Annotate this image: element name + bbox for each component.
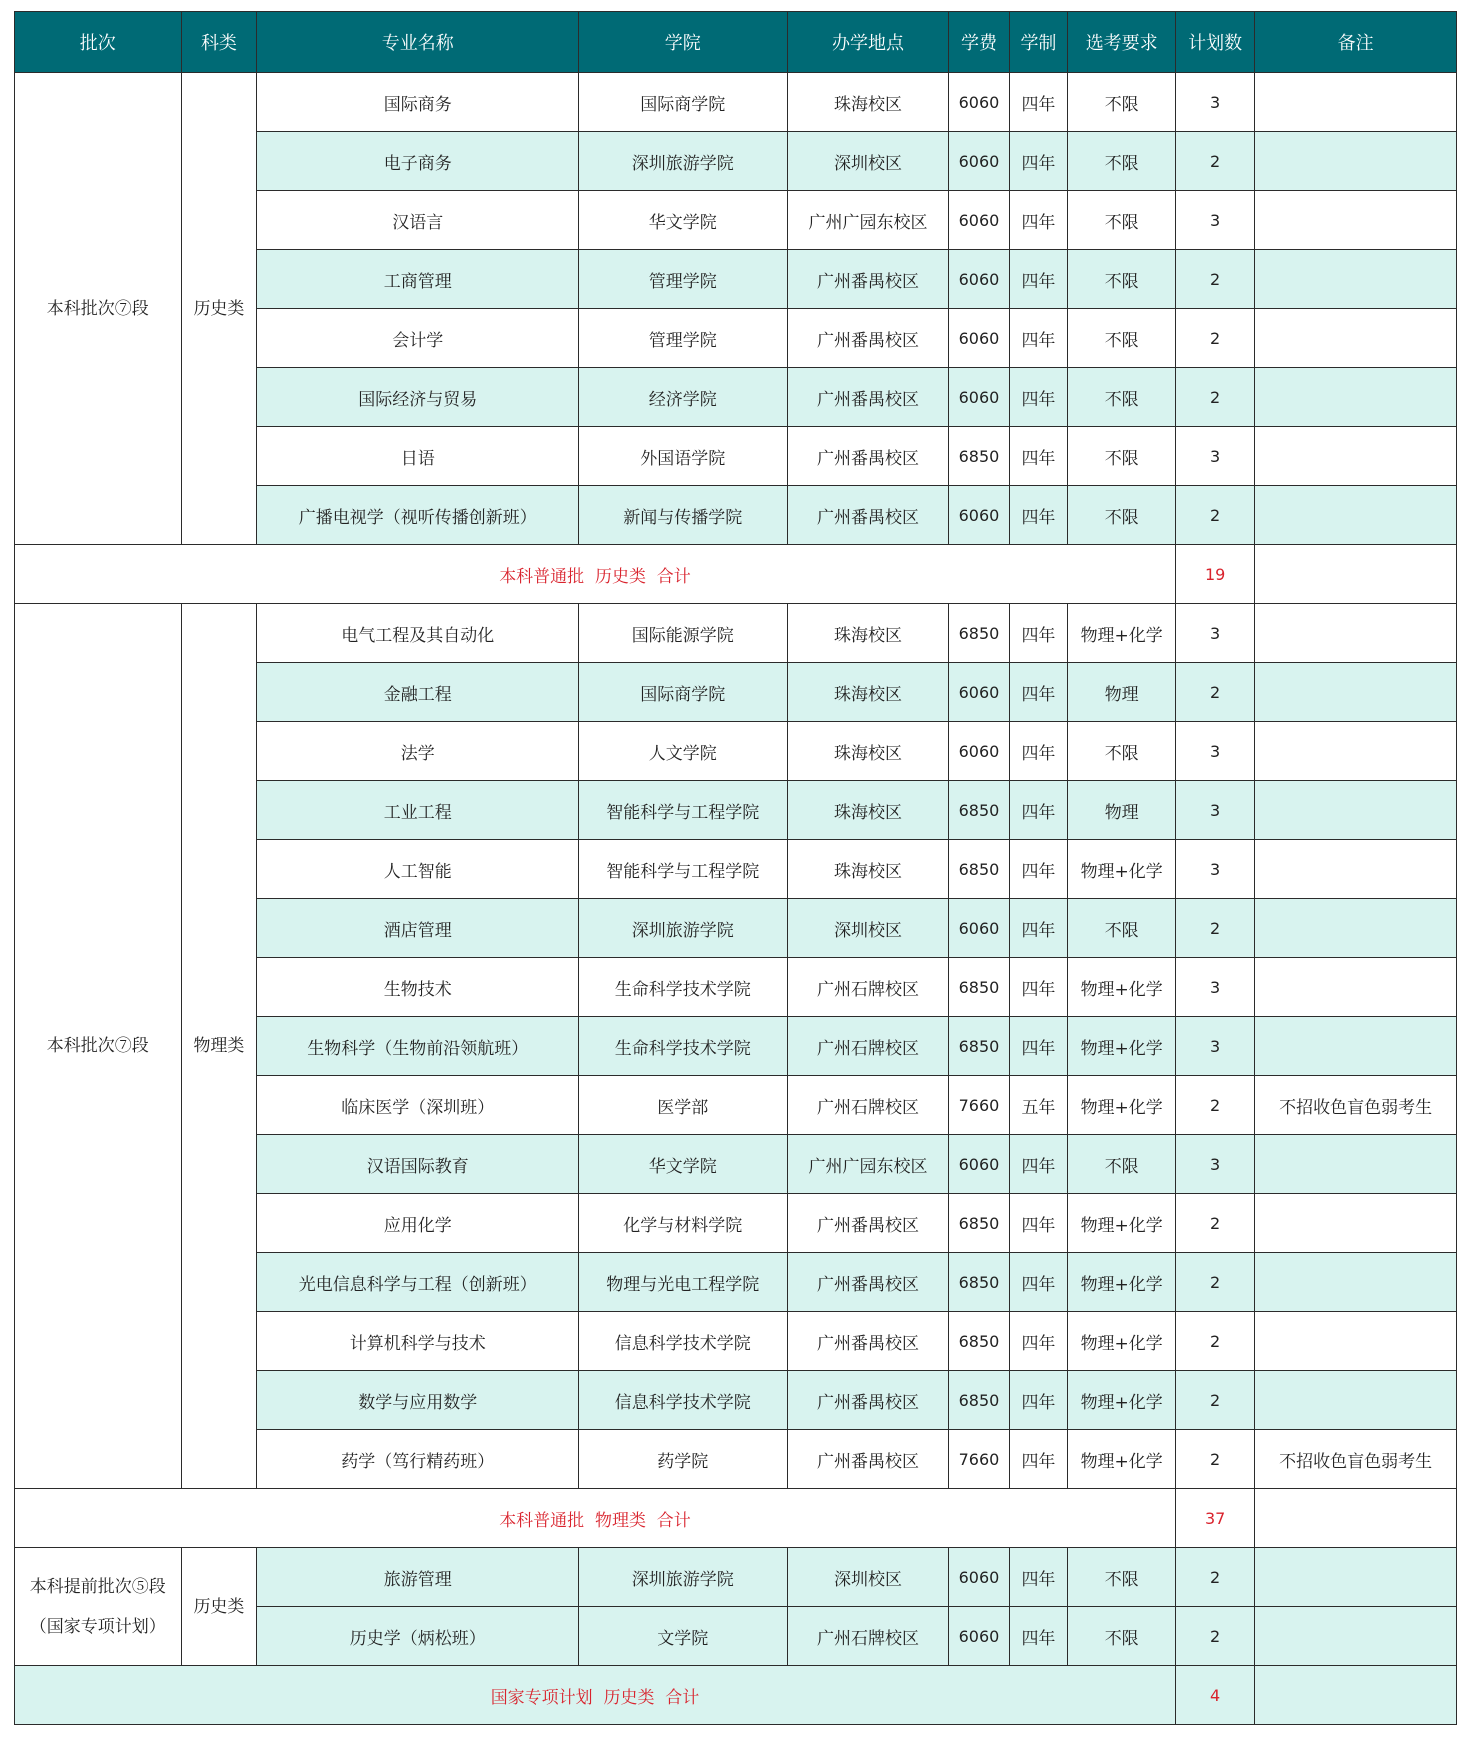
- plan-cell: 2: [1176, 1253, 1255, 1312]
- batch-cell: [15, 73, 182, 545]
- duration-cell: 四年: [1009, 1430, 1068, 1489]
- fee-cell: 6850: [949, 1312, 1009, 1371]
- major-cell: 酒店管理: [257, 899, 579, 958]
- campus-cell: 深圳校区: [787, 132, 949, 191]
- col-header-fee: 学费: [949, 12, 1009, 73]
- header-row: [15, 12, 1457, 73]
- duration-cell: 四年: [1009, 1017, 1068, 1076]
- subject-req-cell: 不限: [1068, 722, 1176, 781]
- duration-cell: 四年: [1009, 663, 1068, 722]
- campus-cell: 广州番禺校区: [787, 1253, 949, 1312]
- note-cell: [1255, 1607, 1457, 1666]
- campus-cell: 珠海校区: [787, 663, 949, 722]
- campus-cell: 广州番禺校区: [787, 1371, 949, 1430]
- plan-cell: 3: [1176, 73, 1255, 132]
- subtotal-note-cell: [1255, 1489, 1457, 1548]
- subject-req-cell: 物理: [1068, 663, 1176, 722]
- plan-cell: 3: [1176, 427, 1255, 486]
- plan-cell: 2: [1176, 368, 1255, 427]
- subject-req-cell: 物理+化学: [1068, 1430, 1176, 1489]
- major-cell: 光电信息科学与工程（创新班）: [257, 1253, 579, 1312]
- note-cell: [1255, 132, 1457, 191]
- plan-cell: 3: [1176, 191, 1255, 250]
- plan-cell: 2: [1176, 132, 1255, 191]
- duration-cell: 四年: [1009, 958, 1068, 1017]
- duration-cell: 四年: [1009, 368, 1068, 427]
- college-cell: 华文学院: [579, 1135, 787, 1194]
- duration-cell: 四年: [1009, 604, 1068, 663]
- fee-cell: 6060: [949, 663, 1009, 722]
- campus-cell: 深圳校区: [787, 899, 949, 958]
- subtotal-label: 本科普通批 历史类 合计: [15, 545, 1176, 604]
- college-cell: 管理学院: [579, 250, 787, 309]
- admissions-plan-table: [14, 11, 1457, 1725]
- fee-cell: 6060: [949, 899, 1009, 958]
- plan-cell: 3: [1176, 781, 1255, 840]
- subject-req-cell: 不限: [1068, 899, 1176, 958]
- campus-cell: 广州番禺校区: [787, 1430, 949, 1489]
- college-cell: 深圳旅游学院: [579, 899, 787, 958]
- fee-cell: 7660: [949, 1076, 1009, 1135]
- batch-line: 本科提前批次⑤段: [29, 1576, 166, 1597]
- duration-cell: 四年: [1009, 1253, 1068, 1312]
- duration-cell: 四年: [1009, 1371, 1068, 1430]
- fee-cell: 6060: [949, 73, 1009, 132]
- major-cell: 国际经济与贸易: [257, 368, 579, 427]
- campus-cell: 深圳校区: [787, 1548, 949, 1607]
- note-cell: [1255, 722, 1457, 781]
- subject-req-cell: 不限: [1068, 1548, 1176, 1607]
- major-cell: 汉语国际教育: [257, 1135, 579, 1194]
- fee-cell: 6060: [949, 486, 1009, 545]
- subtotal-note-cell: [1255, 1666, 1457, 1725]
- college-cell: 新闻与传播学院: [579, 486, 787, 545]
- subtotal-value: 37: [1176, 1489, 1255, 1548]
- note-cell: [1255, 486, 1457, 545]
- subject-req-cell: 不限: [1068, 73, 1176, 132]
- major-cell: 工商管理: [257, 250, 579, 309]
- college-cell: 华文学院: [579, 191, 787, 250]
- fee-cell: 6850: [949, 1371, 1009, 1430]
- note-cell: [1255, 191, 1457, 250]
- note-cell: [1255, 1371, 1457, 1430]
- subtotal-label: 本科普通批 物理类 合计: [15, 1489, 1176, 1548]
- subject-req-cell: 物理+化学: [1068, 1371, 1176, 1430]
- duration-cell: 四年: [1009, 1607, 1068, 1666]
- major-cell: 生物科学（生物前沿领航班）: [257, 1017, 579, 1076]
- duration-cell: 四年: [1009, 486, 1068, 545]
- plan-cell: 2: [1176, 1430, 1255, 1489]
- college-cell: 药学院: [579, 1430, 787, 1489]
- plan-cell: 2: [1176, 309, 1255, 368]
- batch-line: 本科批次⑦段: [46, 1036, 149, 1056]
- col-header-batch: 批次: [15, 12, 182, 73]
- table-body: [15, 73, 1457, 1725]
- plan-cell: 2: [1176, 663, 1255, 722]
- major-cell: 日语: [257, 427, 579, 486]
- campus-cell: 广州番禺校区: [787, 309, 949, 368]
- major-cell: 汉语言: [257, 191, 579, 250]
- college-cell: 文学院: [579, 1607, 787, 1666]
- note-cell: 不招收色盲色弱考生: [1255, 1076, 1457, 1135]
- plan-cell: 2: [1176, 486, 1255, 545]
- duration-cell: 五年: [1009, 1076, 1068, 1135]
- subject-req-cell: 物理+化学: [1068, 1253, 1176, 1312]
- note-cell: [1255, 250, 1457, 309]
- note-cell: [1255, 1548, 1457, 1607]
- plan-cell: 2: [1176, 1194, 1255, 1253]
- fee-cell: 6060: [949, 1135, 1009, 1194]
- subject-req-cell: 物理+化学: [1068, 1076, 1176, 1135]
- major-cell: 计算机科学与技术: [257, 1312, 579, 1371]
- campus-cell: 广州广园东校区: [787, 191, 949, 250]
- campus-cell: 广州番禺校区: [787, 486, 949, 545]
- plan-cell: 2: [1176, 1312, 1255, 1371]
- campus-cell: 广州石牌校区: [787, 958, 949, 1017]
- duration-cell: 四年: [1009, 1548, 1068, 1607]
- fee-cell: 6850: [949, 427, 1009, 486]
- col-header-plan: 计划数: [1176, 12, 1255, 73]
- subject-req-cell: 不限: [1068, 309, 1176, 368]
- college-cell: 国际商学院: [579, 663, 787, 722]
- subject-req-cell: 物理: [1068, 781, 1176, 840]
- subtotal-row: [15, 545, 1457, 604]
- campus-cell: 广州广园东校区: [787, 1135, 949, 1194]
- campus-cell: 珠海校区: [787, 781, 949, 840]
- note-cell: [1255, 73, 1457, 132]
- college-cell: 智能科学与工程学院: [579, 840, 787, 899]
- college-cell: 生命科学技术学院: [579, 958, 787, 1017]
- table-row: [15, 1548, 1457, 1607]
- campus-cell: 广州番禺校区: [787, 427, 949, 486]
- duration-cell: 四年: [1009, 73, 1068, 132]
- major-cell: 电气工程及其自动化: [257, 604, 579, 663]
- col-header-duration: 学制: [1009, 12, 1068, 73]
- duration-cell: 四年: [1009, 1135, 1068, 1194]
- duration-cell: 四年: [1009, 132, 1068, 191]
- subtotal-row: [15, 1489, 1457, 1548]
- subject-req-cell: 不限: [1068, 427, 1176, 486]
- note-cell: [1255, 1135, 1457, 1194]
- note-cell: 不招收色盲色弱考生: [1255, 1430, 1457, 1489]
- note-cell: [1255, 1194, 1457, 1253]
- fee-cell: 6060: [949, 1548, 1009, 1607]
- duration-cell: 四年: [1009, 722, 1068, 781]
- subject-req-cell: 物理+化学: [1068, 840, 1176, 899]
- subtotal-value: 19: [1176, 545, 1255, 604]
- subject-req-cell: 不限: [1068, 250, 1176, 309]
- plan-cell: 2: [1176, 1548, 1255, 1607]
- note-cell: [1255, 840, 1457, 899]
- campus-cell: 珠海校区: [787, 722, 949, 781]
- note-cell: [1255, 1312, 1457, 1371]
- fee-cell: 6060: [949, 722, 1009, 781]
- subject-req-cell: 不限: [1068, 486, 1176, 545]
- fee-cell: 6060: [949, 132, 1009, 191]
- subject-req-cell: 物理+化学: [1068, 1312, 1176, 1371]
- college-cell: 深圳旅游学院: [579, 1548, 787, 1607]
- col-header-major: 专业名称: [257, 12, 579, 73]
- fee-cell: 7660: [949, 1430, 1009, 1489]
- campus-cell: 广州番禺校区: [787, 368, 949, 427]
- batch-cell: [15, 604, 182, 1489]
- major-cell: 工业工程: [257, 781, 579, 840]
- fee-cell: 6850: [949, 958, 1009, 1017]
- subtotal-value: 4: [1176, 1666, 1255, 1725]
- major-cell: 法学: [257, 722, 579, 781]
- col-header-campus: 办学地点: [787, 12, 949, 73]
- subtotal-label: 国家专项计划 历史类 合计: [15, 1666, 1176, 1725]
- major-cell: 临床医学（深圳班）: [257, 1076, 579, 1135]
- major-cell: 历史学（炳松班）: [257, 1607, 579, 1666]
- college-cell: 管理学院: [579, 309, 787, 368]
- campus-cell: 广州番禺校区: [787, 1194, 949, 1253]
- note-cell: [1255, 427, 1457, 486]
- campus-cell: 广州石牌校区: [787, 1017, 949, 1076]
- fee-cell: 6850: [949, 840, 1009, 899]
- note-cell: [1255, 1253, 1457, 1312]
- duration-cell: 四年: [1009, 191, 1068, 250]
- college-cell: 医学部: [579, 1076, 787, 1135]
- plan-cell: 3: [1176, 840, 1255, 899]
- fee-cell: 6850: [949, 1253, 1009, 1312]
- note-cell: [1255, 899, 1457, 958]
- fee-cell: 6060: [949, 191, 1009, 250]
- note-cell: [1255, 781, 1457, 840]
- plan-cell: 3: [1176, 1135, 1255, 1194]
- college-cell: 人文学院: [579, 722, 787, 781]
- college-cell: 国际商学院: [579, 73, 787, 132]
- fee-cell: 6060: [949, 1607, 1009, 1666]
- plan-cell: 3: [1176, 1017, 1255, 1076]
- college-cell: 智能科学与工程学院: [579, 781, 787, 840]
- category-cell: 物理类: [181, 604, 257, 1489]
- subject-req-cell: 物理+化学: [1068, 1194, 1176, 1253]
- subject-req-cell: 不限: [1068, 132, 1176, 191]
- major-cell: 数学与应用数学: [257, 1371, 579, 1430]
- duration-cell: 四年: [1009, 781, 1068, 840]
- duration-cell: 四年: [1009, 840, 1068, 899]
- subject-req-cell: 不限: [1068, 1135, 1176, 1194]
- col-header-note: 备注: [1255, 12, 1457, 73]
- plan-cell: 2: [1176, 899, 1255, 958]
- major-cell: 广播电视学（视听传播创新班）: [257, 486, 579, 545]
- col-header-category: 科类: [181, 12, 257, 73]
- batch-cell: [15, 1548, 182, 1666]
- campus-cell: 珠海校区: [787, 604, 949, 663]
- subject-req-cell: 物理+化学: [1068, 604, 1176, 663]
- note-cell: [1255, 309, 1457, 368]
- fee-cell: 6060: [949, 309, 1009, 368]
- batch-line: （国家专项计划）: [29, 1616, 166, 1637]
- table-row: [15, 73, 1457, 132]
- subject-req-cell: 不限: [1068, 1607, 1176, 1666]
- subject-req-cell: 不限: [1068, 368, 1176, 427]
- major-cell: 人工智能: [257, 840, 579, 899]
- major-cell: 药学（笃行精药班）: [257, 1430, 579, 1489]
- duration-cell: 四年: [1009, 1194, 1068, 1253]
- campus-cell: 广州石牌校区: [787, 1076, 949, 1135]
- subject-req-cell: 物理+化学: [1068, 1017, 1176, 1076]
- major-cell: 电子商务: [257, 132, 579, 191]
- plan-cell: 3: [1176, 604, 1255, 663]
- table-row: [15, 604, 1457, 663]
- plan-cell: 3: [1176, 958, 1255, 1017]
- campus-cell: 珠海校区: [787, 840, 949, 899]
- fee-cell: 6850: [949, 1017, 1009, 1076]
- fee-cell: 6060: [949, 250, 1009, 309]
- major-cell: 国际商务: [257, 73, 579, 132]
- plan-cell: 2: [1176, 1076, 1255, 1135]
- fee-cell: 6850: [949, 1194, 1009, 1253]
- category-cell: 历史类: [181, 73, 257, 545]
- campus-cell: 广州石牌校区: [787, 1607, 949, 1666]
- subject-req-cell: 物理+化学: [1068, 958, 1176, 1017]
- fee-cell: 6850: [949, 781, 1009, 840]
- note-cell: [1255, 663, 1457, 722]
- batch-line: 本科批次⑦段: [46, 298, 149, 319]
- major-cell: 生物技术: [257, 958, 579, 1017]
- college-cell: 化学与材料学院: [579, 1194, 787, 1253]
- category-cell: 历史类: [181, 1548, 257, 1666]
- major-cell: 应用化学: [257, 1194, 579, 1253]
- subject-req-cell: 不限: [1068, 191, 1176, 250]
- plan-cell: 3: [1176, 722, 1255, 781]
- col-header-college: 学院: [579, 12, 787, 73]
- plan-cell: 2: [1176, 1607, 1255, 1666]
- plan-cell: 2: [1176, 250, 1255, 309]
- duration-cell: 四年: [1009, 309, 1068, 368]
- major-cell: 金融工程: [257, 663, 579, 722]
- subtotal-note-cell: [1255, 545, 1457, 604]
- fee-cell: 6060: [949, 368, 1009, 427]
- note-cell: [1255, 604, 1457, 663]
- college-cell: 信息科学技术学院: [579, 1312, 787, 1371]
- note-cell: [1255, 958, 1457, 1017]
- col-header-subject-req: 选考要求: [1068, 12, 1176, 73]
- college-cell: 深圳旅游学院: [579, 132, 787, 191]
- duration-cell: 四年: [1009, 250, 1068, 309]
- note-cell: [1255, 368, 1457, 427]
- college-cell: 物理与光电工程学院: [579, 1253, 787, 1312]
- college-cell: 信息科学技术学院: [579, 1371, 787, 1430]
- fee-cell: 6850: [949, 604, 1009, 663]
- college-cell: 生命科学技术学院: [579, 1017, 787, 1076]
- major-cell: 会计学: [257, 309, 579, 368]
- college-cell: 国际能源学院: [579, 604, 787, 663]
- campus-cell: 广州番禺校区: [787, 250, 949, 309]
- duration-cell: 四年: [1009, 899, 1068, 958]
- plan-cell: 2: [1176, 1371, 1255, 1430]
- subtotal-row: [15, 1666, 1457, 1725]
- duration-cell: 四年: [1009, 1312, 1068, 1371]
- campus-cell: 珠海校区: [787, 73, 949, 132]
- note-cell: [1255, 1017, 1457, 1076]
- duration-cell: 四年: [1009, 427, 1068, 486]
- major-cell: 旅游管理: [257, 1548, 579, 1607]
- college-cell: 经济学院: [579, 368, 787, 427]
- college-cell: 外国语学院: [579, 427, 787, 486]
- campus-cell: 广州番禺校区: [787, 1312, 949, 1371]
